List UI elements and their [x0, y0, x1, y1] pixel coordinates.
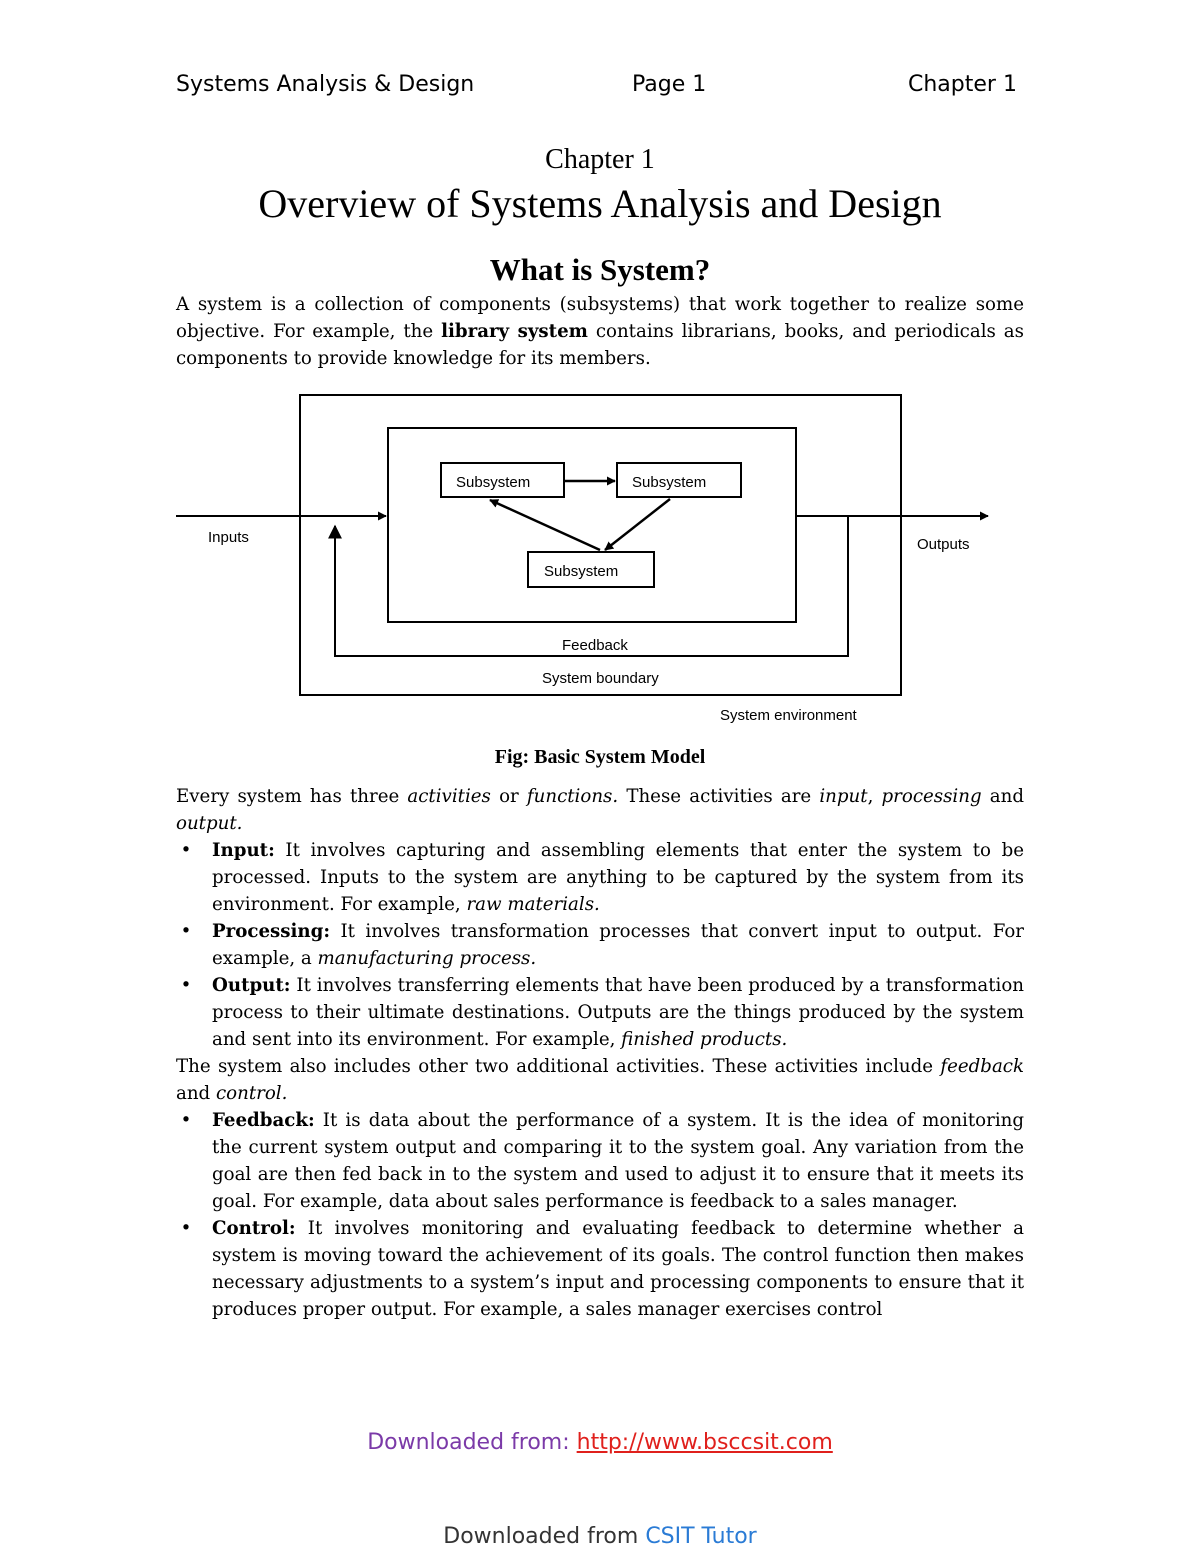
list-item-output: • Output: It involves transferring elements that have been produced by a transformation process to their ultimate destinations. Outputs are the things produced by the system and sent into its environment. For example, finished products. [176, 972, 1024, 1053]
header-left: Systems Analysis & Design [176, 72, 475, 97]
arrow-right-to-bottom-subsystem [605, 499, 670, 550]
feedback-label: Feedback [562, 637, 628, 654]
activities-list [176, 837, 1024, 1053]
library-system-term: library system [441, 321, 588, 342]
system-environment-label: System environment [720, 707, 857, 724]
system-box [388, 428, 796, 622]
inputs-label: Inputs [208, 529, 249, 546]
page-title: Overview of Systems Analysis and Design [258, 181, 942, 226]
bullet-icon: • [180, 1110, 192, 1131]
list-item-input: • Input: It involves capturing and assembling elements that enter the system to be processed. Inputs to the system are anything to be captured by the system from its environment. For example, raw materials. [176, 837, 1024, 918]
activities-paragraph: Every system has three activities or functions. These activities are input, processing and output. [176, 786, 1024, 834]
additional-activities-list [176, 1107, 1024, 1323]
bullet-icon: • [180, 1218, 192, 1239]
subsystem-label-bottom: Subsystem [544, 563, 619, 580]
bullet-icon: • [180, 840, 192, 861]
outputs-label: Outputs [917, 536, 970, 553]
footer: Downloaded from CSIT Tutor [443, 1524, 757, 1549]
additional-activities-paragraph: The system also includes other two additional activities. These activities include feedback and control. [176, 1056, 1024, 1104]
download-link[interactable]: http://www.bsccsit.com [576, 1430, 833, 1455]
subsystem-label-right: Subsystem [632, 474, 707, 491]
basic-system-model-diagram [0, 380, 1200, 732]
section-title: What is System? [489, 252, 711, 287]
download-notice: Downloaded from: http://www.bsccsit.com [367, 1430, 833, 1455]
body-text [176, 783, 1024, 1323]
figure-caption: Fig: Basic System Model [494, 746, 706, 768]
list-item-processing: • Processing: It involves transformation processes that convert input to output. For example, a manufacturing process. [176, 918, 1024, 972]
header-page-number: Page 1 [632, 72, 707, 97]
bullet-icon: • [180, 975, 192, 996]
subsystem-label-left: Subsystem [456, 474, 531, 491]
header-chapter: Chapter 1 [908, 72, 1017, 97]
bullet-icon: • [180, 921, 192, 942]
intro-paragraph: A system is a collection of components (subsystems) that work together to realize some objective. For example, the library system contains librarians, books, and periodicals as components to provide knowledge for its members. [176, 294, 1024, 369]
list-item-feedback: • Feedback: It is data about the performance of a system. It is the idea of monitoring the current system output and comparing it to the system goal. Any variation from the goal are then fed back in to the system and used to adjust it to ensure that it meets its goal. For example, data about sales performance is feedback to a sales manager. [176, 1107, 1024, 1215]
list-item-control: • Control: It involves monitoring and evaluating feedback to determine whether a system is moving toward the achievement of its goals. The control function then makes necessary adjustments to a system’s input and processing components to ensure that it produces proper output. For example, a sales manager exercises control [176, 1215, 1024, 1323]
chapter-label: Chapter 1 [545, 144, 655, 175]
footer-link[interactable]: CSIT Tutor [645, 1524, 757, 1549]
arrow-bottom-to-left-subsystem [490, 500, 600, 550]
system-boundary-label: System boundary [542, 670, 659, 687]
